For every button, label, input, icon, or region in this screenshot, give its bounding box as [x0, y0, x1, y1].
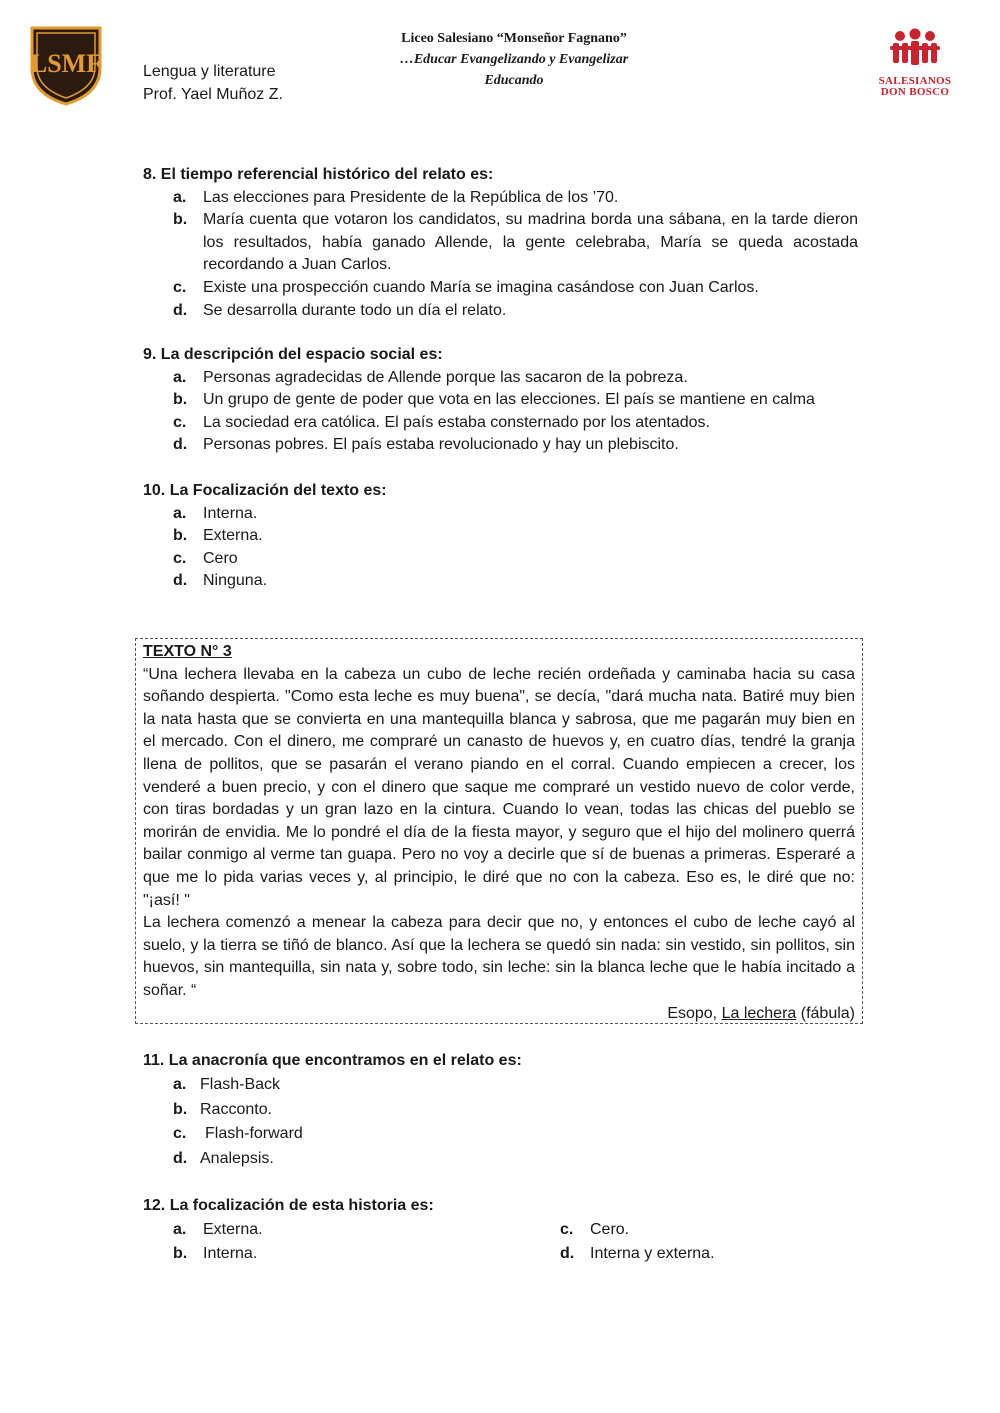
option-d[interactable]: d. Se desarrolla durante todo un día el relato. — [173, 301, 507, 319]
school-header — [330, 28, 698, 91]
school-crest-logo — [28, 24, 104, 106]
option-b[interactable]: b. Racconto. — [173, 1100, 273, 1118]
crest-letters: LSMF — [29, 49, 103, 78]
question-title: 8. El tiempo referencial histórico del relato es: — [143, 166, 494, 183]
subject-name: Lengua y literature — [143, 63, 276, 80]
option-c[interactable]: c. Existe una prospección cuando María se imagina casándose con Juan Carlos. — [173, 278, 759, 296]
option-c[interactable]: c. La sociedad era católica. El país estaba consternado por los atentados. — [173, 413, 710, 431]
subject-block — [143, 60, 283, 106]
option-b[interactable]: b. Interna. — [173, 1245, 258, 1262]
question-title: 9. La descripción del espacio social es: — [143, 346, 443, 363]
brand-line1: SALESIANOS — [878, 75, 952, 87]
option-a[interactable]: a. Personas agradecidas de Allende porque las sacaron de la pobreza. — [173, 368, 688, 386]
option-b[interactable]: b. Externa. — [173, 527, 263, 545]
option-c[interactable]: c. Cero. — [560, 1221, 630, 1238]
source-title: La lechera — [721, 1004, 797, 1022]
question-8 — [143, 164, 858, 322]
option-a[interactable]: a. Interna. — [173, 504, 258, 522]
teacher-name: Prof. Yael Muñoz Z. — [143, 86, 283, 103]
option-d[interactable]: d. Analepsis. — [173, 1149, 274, 1167]
text-3-title: TEXTO N° 3 — [143, 643, 232, 660]
option-a[interactable]: a. Externa. — [173, 1221, 263, 1238]
option-d[interactable]: d. Ninguna. — [173, 572, 268, 590]
salesianos-brand-text — [860, 76, 970, 98]
question-11 — [143, 1049, 858, 1171]
school-motto-line1: …Educar Evangelizando y Evangelizar — [399, 52, 629, 67]
option-d[interactable]: d. Interna y externa. — [560, 1245, 715, 1262]
question-title: 12. La focalización de esta historia es: — [143, 1197, 434, 1214]
option-c[interactable]: c. Flash-forward — [173, 1125, 303, 1143]
question-title: 10. La Focalización del texto es: — [143, 482, 387, 499]
option-a[interactable]: a. Flash-Back — [173, 1076, 281, 1094]
question-9 — [143, 344, 873, 457]
source-genre: (fábula) — [800, 1004, 855, 1022]
source-author: Esopo, — [667, 1004, 718, 1022]
option-b[interactable]: b. María cuenta que votaron los candidatos, su madrina borda una sábana, en la tarde dieron los resultados, había ganado Allende, la gente celebraba, María se queda acostada recordando a Juan Carlos. — [173, 211, 858, 274]
option-d[interactable]: d. Personas pobres. El país estaba revolucionado y hay un plebiscito. — [173, 436, 679, 454]
question-10 — [143, 480, 858, 593]
text-3-paragraph-1: “Una lechera llevaba en la cabeza un cubo de leche recién ordeñada y caminaba hacia su casa soñando despierta. "Como esta leche es muy buena", se decía, "dará mucha nata. Batiré muy bien la nata hasta que se convierta en una mantequilla blanca y sabrosa, que me pagarán muy bien en el mercado. Con el dinero, me compraré un canasto de huevos y, en cuatro días, tendré la granja llena de pollitos, que se pasarán el verano piando en el corral. Cuando empiecen a crecer, los venderé a buen precio, y con el dinero que saque me compraré un vestido nuevo de color verde, con tiras bordadas y un gran lazo en la cintura. Cuando lo vean, todas las chicas del pueblo se morirán de envidia. Me lo pondré el día de la fiesta mayor, y seguro que el hijo del molinero querrá bailar conmigo al verme tan guapa. Pero no voy a decirle que sí de buenas a primeras. Esperaré a que me lo pida varias veces y, al principio, le diré que no con la cabeza. Eso es, le diré que no: "¡así! " — [143, 665, 855, 909]
question-title: 11. La anacronía que encontramos en el relato es: — [143, 1052, 522, 1069]
school-motto-line2: Educando — [484, 73, 544, 88]
question-12 — [143, 1194, 858, 1266]
option-a[interactable]: a. Las elecciones para Presidente de la República de los ’70. — [173, 188, 619, 206]
brand-line2: DON BOSCO — [880, 86, 950, 98]
option-c[interactable]: c. Cero — [173, 549, 238, 567]
school-name: Liceo Salesiano “Monseñor Fagnano” — [401, 31, 627, 46]
text-3-box — [135, 638, 863, 1024]
text-3-paragraph-2: La lechera comenzó a menear la cabeza para decir que no, y entonces el cubo de leche cayó al suelo, y la tierra se tiñó de blanco. Así que la lechera se quedó sin nada: sin vestido, sin pollitos, sin huevos, sin mantequilla, sin nata y, sobre todo, sin leche: sin la blanca leche que le había incitado a soñar. “ — [143, 914, 855, 999]
text-3-source — [143, 1003, 855, 1026]
option-b[interactable]: b. Un grupo de gente de poder que vota en las elecciones. El país se mantiene en calma — [173, 391, 815, 409]
